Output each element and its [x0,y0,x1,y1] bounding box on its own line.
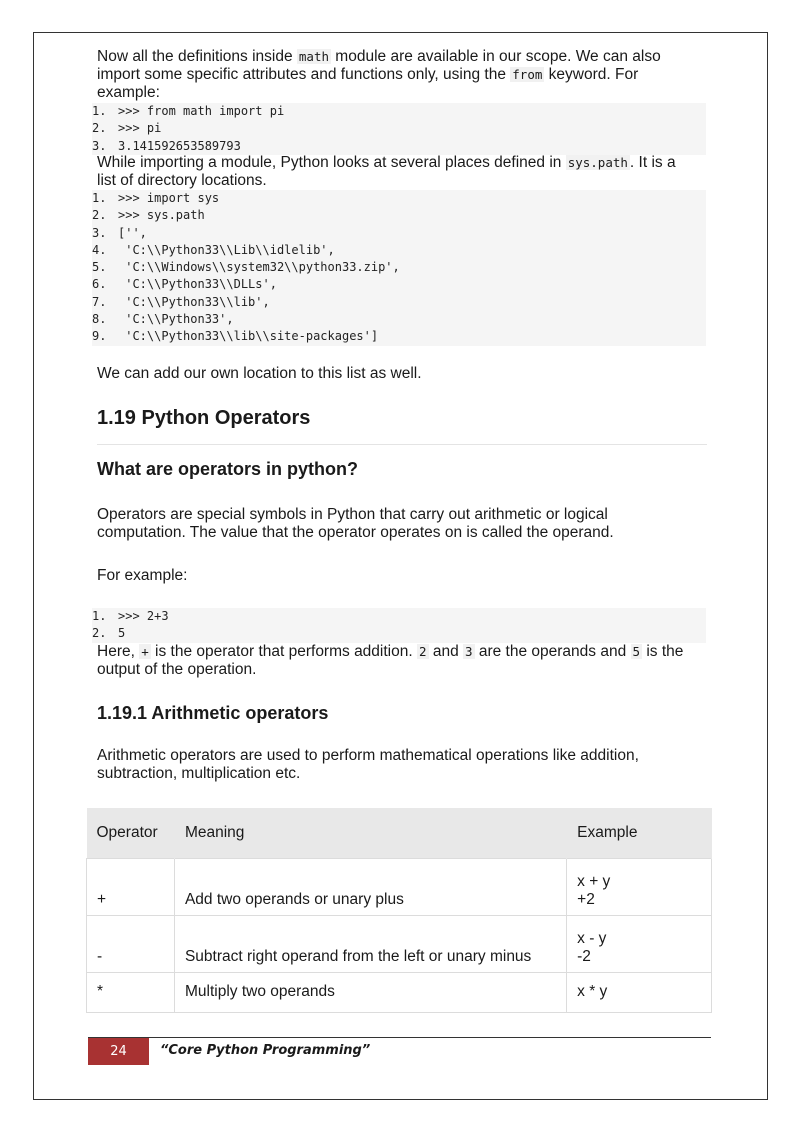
para-text: output of the operation. [97,661,257,678]
para-text: list of directory locations. [97,172,267,189]
inline-code: math [298,49,329,64]
subsection-title: What are operators in python? [97,459,359,479]
line-number: 2. [92,208,107,223]
operator-cell: + [87,858,175,915]
here-paragraph [97,643,709,679]
code-text: 'C:\\Python33\\lib\\site-packages'] [118,329,379,344]
arithmetic-title: 1.19.1 Arithmetic operators [97,703,329,723]
operators-table [86,808,712,1013]
line-number: 3. [92,138,107,153]
intro-paragraph [97,48,709,102]
line-number: 5. [92,260,107,275]
para-text: Here, [97,643,140,660]
para-text: is the [642,643,684,660]
inline-code: 3 [465,644,473,659]
code-block [92,190,706,346]
book-title: “Core Python Programming” [160,1043,371,1058]
para-text: subtraction, multiplication etc. [97,765,301,782]
line-number: 3. [92,225,107,240]
inline-code: 5 [632,644,641,659]
code-line [92,225,706,242]
table-header-row [87,808,712,858]
example-line: +2 [577,890,595,908]
code-line [92,294,706,311]
code-line [92,608,706,625]
code-line [92,259,706,276]
code-text: >>> pi [118,121,162,136]
inline-code: 2 [418,644,427,659]
para-text: While importing a module, Python looks at several places defined in [97,154,566,171]
line-number: 6. [92,277,107,292]
code-line [92,207,706,224]
para-text: is the operator that performs addition. [150,643,417,660]
code-text: >>> 2+3 [118,609,169,623]
code-text: 'C:\\Windows\\system32\\python33.zip', [118,260,400,275]
code-text: >>> import sys [118,191,220,205]
intro-text: example: [97,84,160,101]
line-number: 1. [92,609,107,623]
code-line [92,103,706,120]
code-block [92,608,706,643]
code-line [92,328,706,345]
meaning-cell: Multiply two operands [174,972,566,1012]
line-number: 8. [92,312,107,327]
para-text: Arithmetic operators are used to perform mathematical operations like addition, [97,747,639,764]
operator-cell: * [87,972,175,1012]
inline-code: from [512,67,543,82]
code-line [92,625,706,642]
column-header-example: Example [567,808,712,858]
table-row [87,858,712,915]
example-line: x - y [577,929,607,947]
code-block [92,103,706,155]
para-text: and [428,643,463,660]
para-text: . It is a [629,154,676,171]
intro-text: import some specific attributes and functions only, using the [97,66,511,83]
table-row [87,915,712,972]
code-text: >>> sys.path [118,208,205,223]
line-number: 9. [92,329,107,344]
code-line [92,276,706,293]
column-header-meaning: Meaning [174,808,566,858]
code-text: 'C:\\Python33\\lib', [118,294,270,309]
para-text: are the operands and [474,643,631,660]
code-line [92,311,706,328]
code-line [92,138,706,155]
code-text: 3.141592653589793 [118,138,241,153]
example-line: x + y [577,872,611,890]
meaning-cell: Add two operands or unary plus [174,858,566,915]
line-number: 7. [92,294,107,309]
example-cell: x * y [567,972,712,1012]
section-title: 1.19 Python Operators [97,407,311,429]
inline-code: sys.path [567,155,628,170]
code-text: 'C:\\Python33', [118,312,234,327]
line-number: 1. [92,104,107,118]
example-line: -2 [577,947,591,965]
code-text: ['', [118,225,147,240]
intro-text: module are available in our scope. We can also [331,48,661,65]
intro-text: keyword. For [544,66,639,83]
operator-cell: - [87,915,175,972]
section-divider [97,444,707,445]
table-row [87,972,712,1012]
example-cell [567,915,712,972]
code-line [92,120,706,137]
code-text: 5 [118,626,126,641]
inline-code: + [141,644,149,659]
code-line [92,242,706,259]
line-number: 1. [92,191,107,205]
code-text: 'C:\\Python33\\DLLs', [118,277,277,292]
para-text: Operators are special symbols in Python that carry out arithmetic or logical [97,506,608,523]
code-line [92,190,706,207]
syspath-paragraph [97,154,709,190]
line-number: 2. [92,626,107,641]
operators-paragraph [97,506,709,542]
line-number: 2. [92,121,107,136]
intro-text: Now all the definitions inside [97,48,297,65]
add-location-text: We can add our own location to this list as well. [97,365,422,382]
page-number: 24 [88,1038,149,1065]
code-text: >>> from math import pi [118,104,285,118]
column-header-operator: Operator [87,808,175,858]
for-example-text: For example: [97,567,188,584]
meaning-cell: Subtract right operand from the left or unary minus [174,915,566,972]
footer-rule [88,1037,711,1038]
line-number: 4. [92,242,107,257]
para-text: computation. The value that the operator operates on is called the operand. [97,524,614,541]
code-text: 'C:\\Python33\\Lib\\idlelib', [118,242,335,257]
example-cell [567,858,712,915]
arithmetic-paragraph [97,747,709,783]
